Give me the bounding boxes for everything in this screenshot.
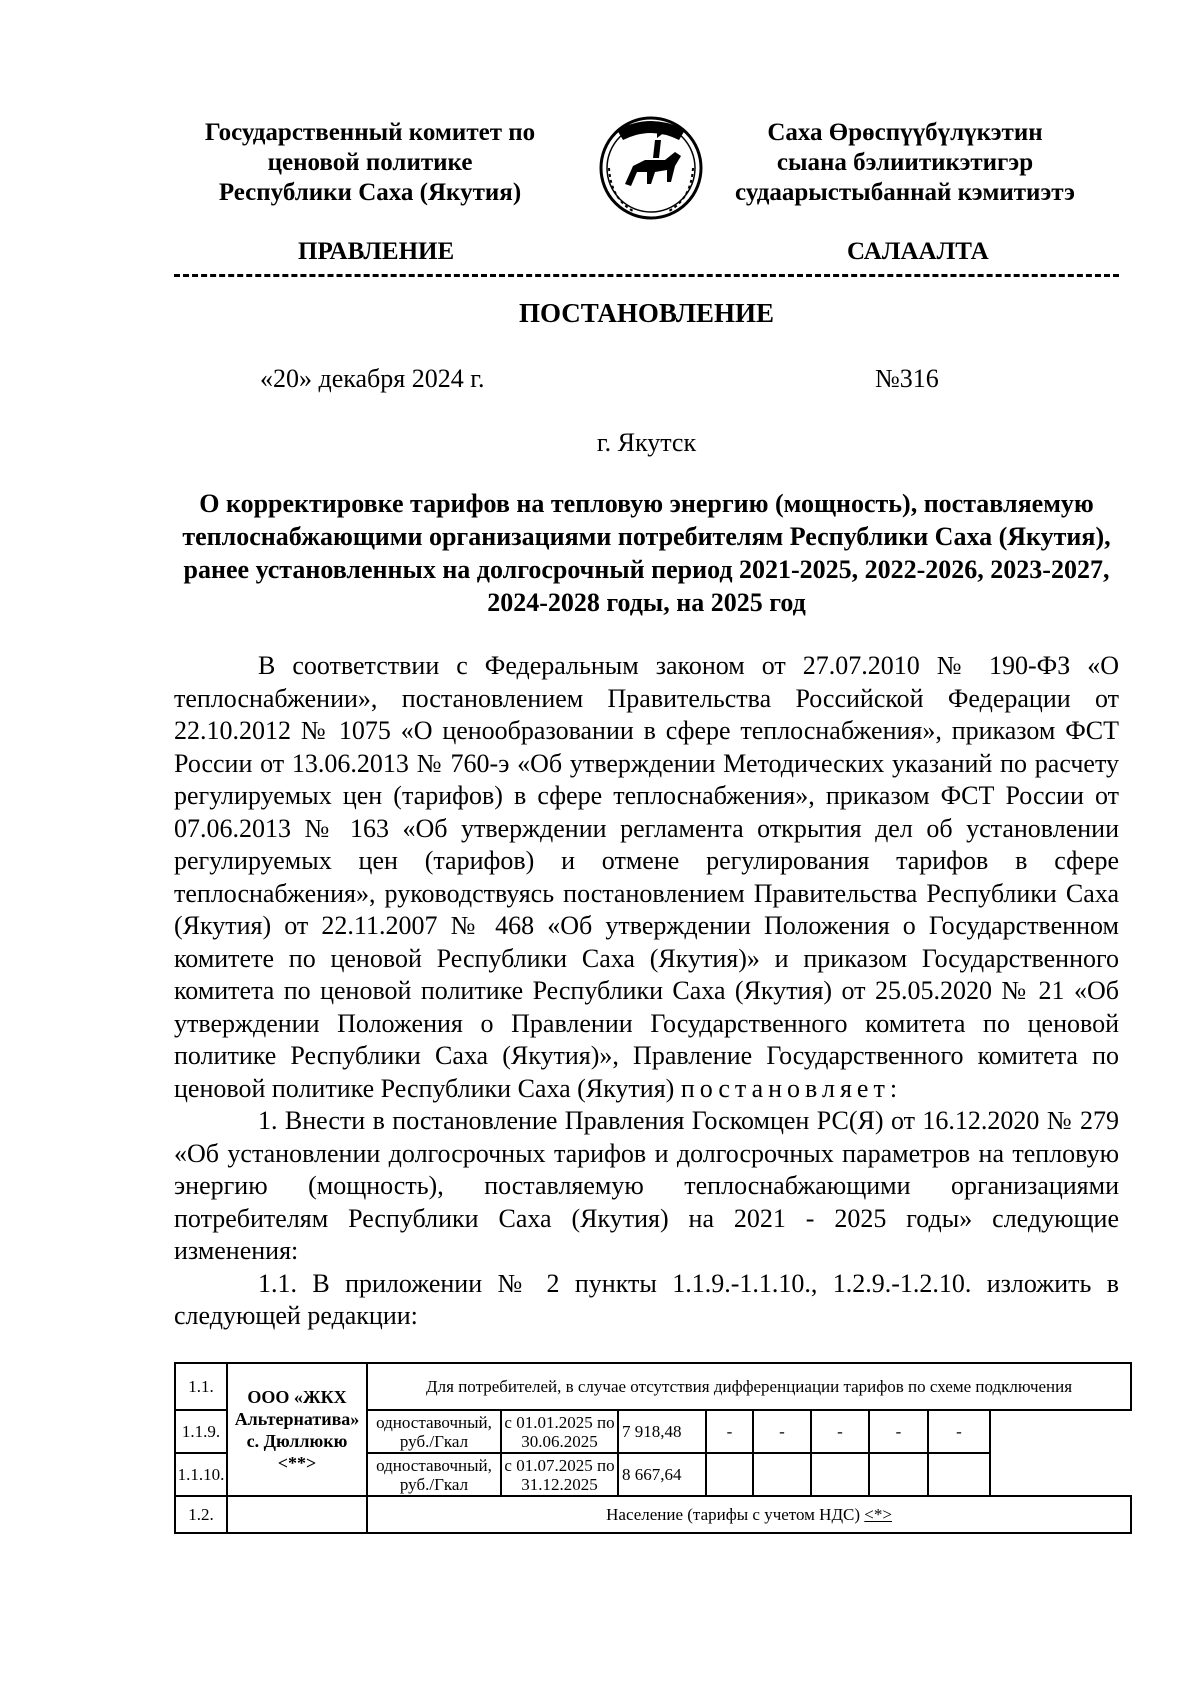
committee-name-russian <box>180 118 560 208</box>
tariff-cell <box>869 1453 928 1496</box>
organization-name: ООО «ЖКХ Альтернатива» с. Дюллюкю <**> <box>227 1363 367 1496</box>
footnote-link[interactable]: <*> <box>864 1505 892 1524</box>
tariff-table <box>174 1362 1132 1534</box>
tariff-value: 8 667,64 <box>618 1453 706 1496</box>
header-left-line: ценовой политике <box>267 149 473 176</box>
tariff-cell: - <box>869 1410 928 1453</box>
paragraph-item-1: 1. Внести в постановление Правления Госкомцен РС(Я) от 16.12.2020 № 279 «Об установлении долгосрочных тарифов и долгосрочных параметров на тепловую энергию (мощность), поставляемую теплоснабжающими организациями потребителям Республики Саха (Якутия) на 2021 - 2025 годы» следующие изменения: <box>174 1106 1119 1265</box>
empty-cell <box>227 1496 367 1533</box>
consumer-group-heading: Для потребителей, в случае отсутствия дифференциации тарифов по схеме подключения <box>367 1363 1131 1410</box>
board-label-yakut: САЛААЛТА <box>847 238 989 265</box>
document-body <box>174 650 1119 1333</box>
header-left-line: Государственный комитет по <box>204 119 536 146</box>
dashed-divider <box>174 274 1119 277</box>
tariff-cell <box>928 1453 990 1496</box>
document-number: №316 <box>875 364 939 393</box>
header-right-line: судаарыстыбаннай кэмитиэтэ <box>735 179 1075 206</box>
tariff-value: 7 918,48 <box>618 1410 706 1453</box>
tariff-period: с 01.07.2025 по 31.12.2025 <box>501 1453 618 1496</box>
board-label-russian: ПРАВЛЕНИЕ <box>298 238 455 265</box>
row-number: 1.2. <box>175 1496 227 1533</box>
header-right-line: сыана бэлиитикэтигэр <box>776 149 1034 176</box>
paragraph-item-1-1: 1.1. В приложении № 2 пункты 1.1.9.-1.1.10., 1.2.9.-1.2.10. изложить в следующей редакции: <box>174 1268 1119 1330</box>
paragraph-preamble <box>174 650 1119 1105</box>
row-number: 1.1. <box>175 1363 227 1410</box>
document-title: О корректировке тарифов на тепловую энергию (мощность), поставляемую теплоснабжающими организациями потребителям Республики Саха (Якутия), ранее установленных на долгосрочный период 2021-2025, 2022-2026, 2023-2027, 2024-2028 годы, на 2025 год <box>182 489 1111 617</box>
tariff-period: с 01.01.2025 по 30.06.2025 <box>501 1410 618 1453</box>
population-text: Население (тарифы с учетом НДС) <box>606 1505 861 1524</box>
population-heading <box>367 1496 1131 1533</box>
preamble-text: В соответствии с Федеральным законом от 27.07.2010 № 190-ФЗ «О теплоснабжении», постановлением Правительства Российской Федерации от 22.10.2012 № 1075 «О ценообразовании в сфере теплоснабжения», приказом ФСТ России от 13.06.2013 № 760-э «Об утверждении Методических указаний по расчету регулируемых цен (тарифов) в сфере теплоснабжения», приказом ФСТ России от 07.06.2013 № 163 «Об утверждении регламента открытия дел об установлении регулируемых цен (тарифов) и отмене регулирования тарифов в сфере теплоснабжения», руководствуясь постановлением Правительства Республики Саха (Якутия) от 22.11.2007 № 468 «Об утверждении Положения о Государственном комитете по ценовой Республики Саха (Якутия)» и приказом Государственного комитета по ценовой политике Республики Саха (Якутия) от 25.05.2020 № 21 «Об утверждении Положения о Правлении Государственного комитета по ценовой политике Республики Саха (Якутия)», Правление Государственного комитета по ценовой политике Республики Саха (Якутия) <box>174 651 1119 1103</box>
tariff-cell: - <box>811 1410 869 1453</box>
header-left-line: Республики Саха (Якутия) <box>218 179 522 206</box>
committee-name-yakut <box>720 118 1090 208</box>
tariff-cell: - <box>706 1410 753 1453</box>
document-date: «20» декабря 2024 г. <box>260 364 485 393</box>
row-number: 1.1.10. <box>175 1453 227 1496</box>
document-city: г. Якутск <box>596 428 697 457</box>
tariff-cell: - <box>753 1410 811 1453</box>
tariff-cell: - <box>928 1410 990 1453</box>
coat-of-arms-emblem-icon <box>595 110 707 222</box>
resolves-word: постановляет: <box>680 1073 903 1103</box>
table-row <box>175 1496 1131 1533</box>
tariff-type: одноставочный, руб./Гкал <box>367 1410 501 1453</box>
tariff-cell <box>811 1453 869 1496</box>
tariff-type: одноставочный, руб./Гкал <box>367 1453 501 1496</box>
table-row <box>175 1363 1131 1410</box>
tariff-cell <box>706 1453 753 1496</box>
row-number: 1.1.9. <box>175 1410 227 1453</box>
document-type: ПОСТАНОВЛЕНИЕ <box>518 298 775 328</box>
tariff-cell <box>753 1453 811 1496</box>
header-right-line: Саха Өрөспүүбүлүкэтин <box>767 119 1043 146</box>
